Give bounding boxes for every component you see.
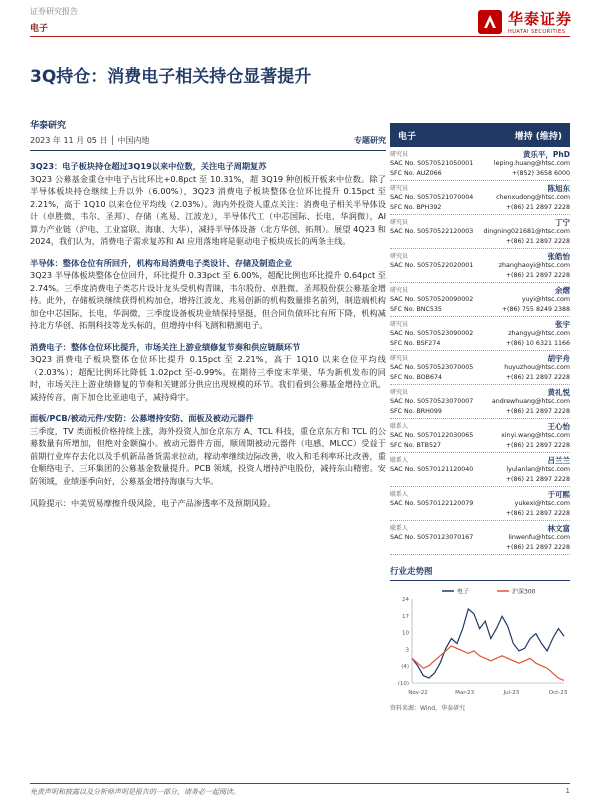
huatai-logo-icon: [478, 10, 502, 34]
analyst-sac: SAC No. S0570523070007: [390, 398, 474, 405]
section-heading: 消费电子：整体仓位环比提升，市场关注上游业绩修复节奏和供应链顺环节: [30, 341, 301, 352]
analyst-name: 林文富: [547, 524, 570, 533]
analyst-name: 张宇: [555, 320, 570, 329]
analyst-name: 黄礼悦: [547, 388, 570, 397]
x-tick-label: Jul-23: [503, 690, 520, 696]
analyst-phone: +(86) 21 2897 2228: [505, 407, 570, 415]
page-number: 1: [565, 787, 570, 795]
analyst-name: 于可熙: [547, 490, 570, 499]
analyst-sfc: SFC No. BRH099: [390, 407, 442, 415]
analyst-sac: SAC No. S0570523090002: [390, 330, 474, 337]
analyst-sac: SAC No. S0570121120040: [390, 466, 474, 473]
section-heading: 3Q23：电子板块持仓超过3Q19以来中位数，关注电子周期复苏: [30, 161, 267, 171]
sector-tag: 电子: [30, 24, 49, 34]
section-heading: 面板/PCB/被动元件/安防：公募增持安防、面板及被动元器件: [30, 413, 254, 423]
analyst-sac: SAC No. S0570123070167: [390, 534, 474, 541]
y-tick-label: 24: [402, 597, 409, 603]
analyst-sac: SAC No. S0570122120079: [390, 500, 474, 507]
analyst-phone: +(86) 21 2897 2228: [505, 509, 570, 517]
logo-chinese-name: 华泰证券: [507, 10, 572, 28]
report-body: [30, 118, 386, 510]
meta-divider: [30, 150, 386, 151]
analyst-name: 黄乐平，PhD: [522, 150, 570, 159]
analyst-role: 研究员: [390, 151, 409, 158]
analyst-name: 张皓怡: [547, 252, 570, 261]
analyst-email[interactable]: lyulanlan@htsc.com: [506, 466, 570, 473]
section-body: 3Q23 半导体板块整体仓位回升，环比提升 0.33pct 至 6.00%，超配比例也环比提升 0.64pct 至 2.74%。三季度消费电子类芯片设计龙头受机构青睐，韦尔股份、卓胜微、圣邦股份获公募基金增持。此外，存储板块继续获得机构加仓，增持江波龙、兆易创新的机构数量排名前列，制造端机构加仓中芯国际，长电，华润微，三季度设备板块业绩保持坚挺，但合同负债环比有所下降，机构减持北方华创、拓荆科技等龙头标的，但增持中科飞测和精测电子。: [30, 270, 386, 330]
analyst-name: 陈旭东: [547, 184, 570, 193]
analyst-role: 联系人: [390, 457, 409, 464]
rating-bar: [390, 123, 570, 147]
analyst-sfc: SFC No. BTB527: [390, 441, 441, 449]
analyst-entry: [390, 453, 570, 487]
analyst-entry: [390, 249, 570, 283]
analyst-email[interactable]: dingning021681@htsc.com: [483, 228, 570, 235]
section-body: 3Q23 消费电子板块整体仓位环比提升 0.15pct 至 2.21%，高于 1Q10 以来仓位平均线（2.03%）；超配比例环比降低 1.02pct 至-0.99%。在期待三季度末苹果、华为新机发布的同时，市场关注上游业绩修复的节奏和关键部分供应出现规模的环节。我们看到公募基金增持立讯，减持传音，南下加仓比亚迪电子，减持舜宇。: [30, 354, 386, 402]
analyst-email[interactable]: linwenfu@htsc.com: [508, 534, 570, 541]
analyst-entry: [390, 283, 570, 317]
analyst-email[interactable]: zhanghaoyi@htsc.com: [498, 262, 570, 269]
section-body: 三季度，TV 类面板价格持续上涨，海外投资人加仓京东方 A、TCL 科技，重仓京东方和 TCL 的公募数量有所增加，但绝对金额偏小。被动元器件方面，顺周期被动元器件（电感、MLCC）受益于前期行业库存去化以及手机新品备货需求拉动，稼动率继续边际改善，收入和毛利率环比改善，重仓顺络电子、三环集团的公募基金数量提升。PCB 领域，投资人增持沪电股份，减持东山精密。安防领域，业绩逐季向好，公募基金增持海康与大华。: [30, 425, 386, 486]
analyst-sfc: SFC No. BSF274: [390, 339, 441, 347]
analyst-email[interactable]: huyuzhou@htsc.com: [504, 364, 570, 371]
analyst-sac: SAC No. S0570522120003: [390, 228, 474, 235]
analyst-role: 研究员: [390, 253, 409, 260]
analyst-role: 联系人: [390, 525, 409, 532]
header-divider: [30, 36, 570, 37]
section-heading: 半导体：整体仓位有所回升，机构布局消费电子类设计、存储及制造企业: [30, 257, 293, 268]
analyst-email[interactable]: andrewhuang@htsc.com: [491, 398, 570, 405]
analyst-sac: SAC No. S0570522020001: [390, 262, 474, 269]
analyst-phone: +(86) 21 2897 2228: [505, 373, 570, 381]
document-type-label: 证券研究报告: [30, 7, 78, 16]
analyst-list: [390, 147, 570, 555]
analyst-role: 研究员: [390, 287, 409, 294]
analyst-email[interactable]: yuyi@htsc.com: [521, 296, 570, 303]
legend-label: 电子: [457, 588, 470, 596]
analyst-phone: +(86) 10 6321 1166: [505, 339, 570, 347]
analyst-email[interactable]: chenxudong@htsc.com: [496, 194, 570, 201]
y-tick-label: 17: [402, 613, 409, 620]
analyst-phone: +(86) 21 2897 2228: [505, 441, 570, 449]
chart-source: 资料来源：Wind，华泰研究: [390, 705, 466, 712]
analyst-role: 研究员: [390, 355, 409, 362]
risk-warning: 风险提示：中美贸易摩擦升级风险，电子产品渗透率不及预期风险。: [30, 498, 276, 508]
analyst-role: 联系人: [390, 423, 409, 430]
analyst-sac: SAC No. S0570521050001: [390, 160, 474, 167]
disclaimer-note: 免责声明和披露以及分析师声明是报告的一部分，请务必一起阅读。: [30, 788, 240, 796]
trend-chart: [390, 585, 570, 701]
analyst-name: 胡宇舟: [547, 354, 570, 363]
analyst-role: 联系人: [390, 491, 409, 498]
section-consumer-electronics: [30, 341, 386, 404]
sidebar: [390, 123, 570, 712]
x-tick-label: Oct-23: [548, 690, 568, 696]
company-logo: [478, 8, 572, 35]
y-tick-label: 3: [405, 647, 409, 654]
analyst-sac: SAC No. S0570520090002: [390, 296, 474, 303]
trend-chart-title: 行业走势图: [390, 565, 570, 581]
analyst-sac: SAC No. S0570122030065: [390, 432, 474, 439]
report-title: 3Q持仓：消费电子相关持仓显著提升: [30, 67, 312, 87]
logo-english-name: HUATAI SECURITIES: [507, 29, 566, 35]
report-meta: [30, 135, 386, 146]
section-body: 3Q23 公募基金重仓中电子占比环比+0.8pct 至 10.31%，超 3Q19 种创板开板来中位数。除了半导体板块持仓继续上升以外（6.00%），3Q23 消费电子板块整体仓位环比提升 0.15pct 至 2.21%，高于 1Q10 以来仓位平均线（2.03%）。海内外投资人重点关注：消费电子相关半导体设计（卓胜微、韦尔、圣邦）、存储（兆易、江波龙），半导体代工（中芯国际、长电、华润微），AI 算力产业链（沪电、工业富联、海康、大华），减持半导体设备（北方华创、拓荆）。展望 4Q23 和 2024，我们认为，消费电子需求复苏和 AI 应用落地将是驱动电子板块成长的两条主线。: [30, 173, 386, 246]
analyst-role: 研究员: [390, 321, 409, 328]
y-tick-label: (4): [401, 664, 409, 671]
y-tick-label: 10: [402, 630, 409, 637]
x-tick-label: Mar-23: [455, 690, 475, 696]
analyst-phone: +(86) 21 2897 2228: [505, 203, 570, 211]
research-org: 华泰研究: [30, 121, 67, 131]
rating-sector: 电子: [398, 131, 417, 142]
series-line: [412, 609, 564, 678]
analyst-email[interactable]: leping.huang@htsc.com: [493, 160, 570, 167]
analyst-entry: [390, 215, 570, 249]
x-tick-label: Nov-22: [408, 690, 428, 696]
analyst-entry: [390, 351, 570, 385]
analyst-name: 王心怡: [547, 422, 570, 431]
analyst-email[interactable]: zhangyu@htsc.com: [508, 330, 570, 337]
analyst-phone: +(86) 21 2897 2228: [505, 475, 570, 483]
analyst-entry: [390, 181, 570, 215]
report-date: 2023 年 11 月 05 日 │ 中国内地: [30, 136, 150, 145]
analyst-entry: [390, 385, 570, 419]
analyst-role: 研究员: [390, 185, 409, 192]
analyst-sac: SAC No. S0570521070004: [390, 194, 474, 201]
trend-chart-svg: [390, 585, 570, 697]
analyst-sfc: SFC No. BOB674: [390, 373, 442, 381]
report-kind: 专题研究: [354, 136, 386, 145]
analyst-phone: +(852) 3658 6000: [511, 169, 570, 177]
analyst-email[interactable]: yukexi@htsc.com: [514, 500, 570, 507]
footer-divider: [30, 783, 570, 784]
section-semiconductor: [30, 257, 386, 332]
analyst-name: 吕兰兰: [547, 456, 570, 465]
analyst-entry: [390, 317, 570, 351]
rating-value: 增持 (维持): [514, 131, 562, 142]
y-tick-label: (10): [397, 681, 409, 687]
analyst-entry: [390, 147, 570, 181]
analyst-name: 余熠: [555, 286, 570, 295]
analyst-role: 研究员: [390, 219, 409, 226]
analyst-sfc: SFC No. BNC535: [390, 305, 442, 313]
analyst-sfc: SFC No. BPH392: [390, 203, 442, 211]
analyst-phone: +(86) 21 2897 2228: [505, 237, 570, 245]
analyst-phone: +(86) 755 8249 2388: [501, 305, 570, 313]
series-line: [412, 646, 564, 681]
analyst-sfc: SFC No. AUZ066: [390, 169, 442, 177]
analyst-phone: +(86) 21 2897 2228: [505, 543, 570, 551]
analyst-entry: [390, 521, 570, 555]
analyst-sac: SAC No. S0570523070005: [390, 364, 474, 371]
section-panel-pcb: [30, 412, 386, 487]
section-semis-overview: [30, 160, 386, 248]
analyst-entry: [390, 419, 570, 453]
analyst-name: 丁宁: [555, 218, 570, 227]
analyst-role: 研究员: [390, 389, 409, 396]
analyst-entry: [390, 487, 570, 521]
analyst-phone: +(86) 21 2897 2228: [505, 271, 570, 279]
legend-label: 沪深300: [512, 588, 536, 596]
analyst-email[interactable]: xinyi.wang@htsc.com: [501, 432, 570, 439]
